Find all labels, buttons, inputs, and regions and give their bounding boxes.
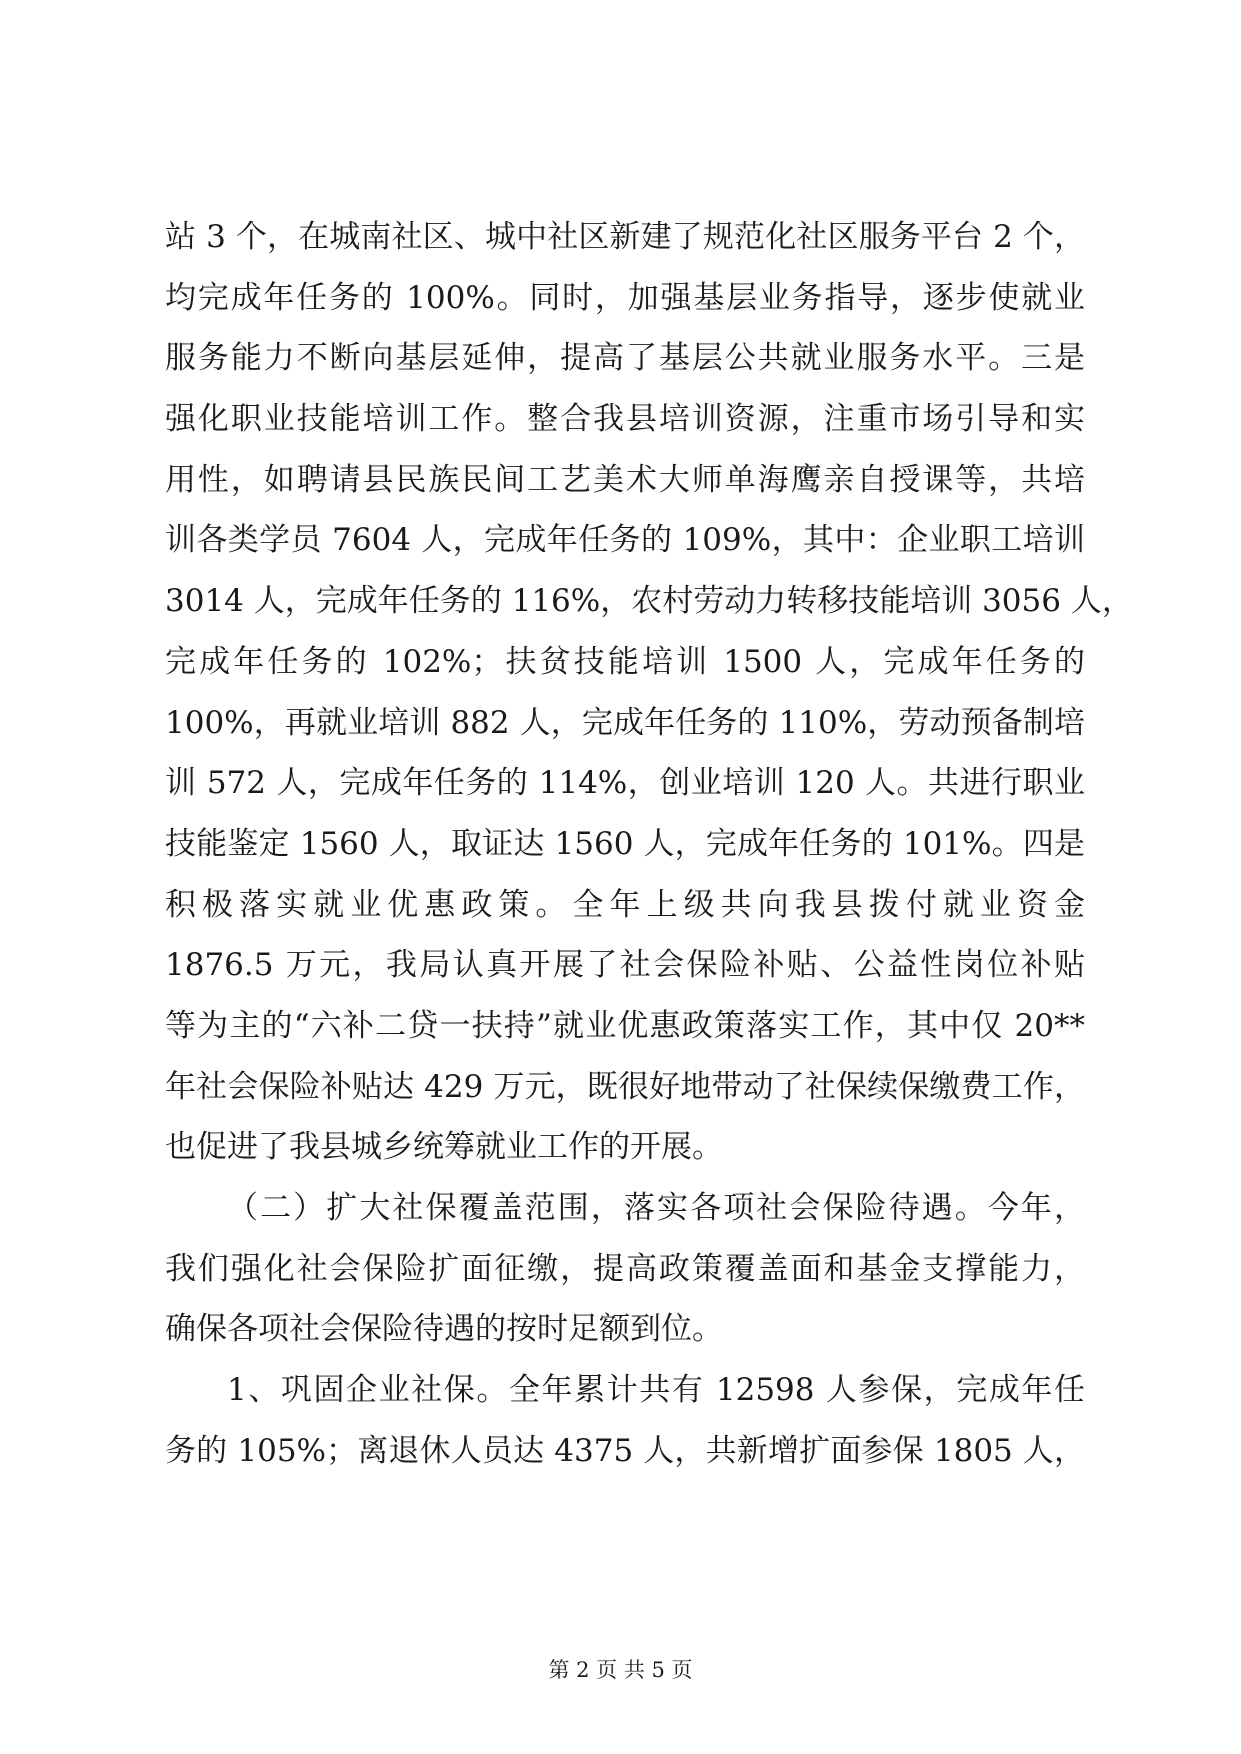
text-line: 也促进了我县城乡统筹就业工作的开展。 xyxy=(165,1129,723,1166)
text-line: 用性，如聘请县民族民间工艺美术大师单海鹰亲自授课等，共培 xyxy=(165,461,1085,498)
text-line: 积极落实就业优惠政策。全年上级共向我县拨付就业资金 xyxy=(165,886,1085,923)
text-line: 我们强化社会保险扩面征缴，提高政策覆盖面和基金支撑能力， xyxy=(165,1250,1085,1287)
page-footer xyxy=(0,1655,1241,1685)
text-line: 服务能力不断向基层延伸，提高了基层公共就业服务水平。三是 xyxy=(165,340,1085,377)
text-line: 强化职业技能培训工作。整合我县培训资源，注重市场引导和实 xyxy=(165,401,1085,438)
text-line: 完成年任务的 102%；扶贫技能培训 1500 人，完成年任务的 xyxy=(165,643,1085,680)
text-line: 1876.5 万元，我局认真开展了社会保险补贴、公益性岗位补贴 xyxy=(165,947,1085,984)
text-line: 务的 105%；离退休人员达 4375 人，共新增扩面参保 1805 人， xyxy=(165,1432,1085,1469)
text-line: 训 572 人，完成年任务的 114%，创业培训 120 人。共进行职业 xyxy=(165,765,1085,802)
text-line: 训各类学员 7604 人，完成年任务的 109%，其中：企业职工培训 xyxy=(165,522,1085,559)
page-number-label: 第 2 页 共 5 页 xyxy=(548,1658,693,1682)
text-line: 确保各项社会保险待遇的按时足额到位。 xyxy=(165,1311,723,1348)
text-line: 均完成年任务的 100%。同时，加强基层业务指导，逐步使就业 xyxy=(165,279,1085,316)
text-line: 100%，再就业培训 882 人，完成年任务的 110%，劳动预备制培 xyxy=(165,704,1085,741)
text-line: 年社会保险补贴达 429 万元，既很好地带动了社保续保缴费工作， xyxy=(165,1068,1085,1105)
text-line: （二）扩大社保覆盖范围，落实各项社会保险待遇。今年， xyxy=(227,1190,1085,1226)
text-line: 技能鉴定 1560 人，取证达 1560 人，完成年任务的 101%。四是 xyxy=(165,825,1085,862)
text-line: 3014 人，完成年任务的 116%，农村劳动力转移技能培训 3056 人， xyxy=(165,583,1133,620)
body-text xyxy=(165,207,1133,1481)
text-line: 等为主的“六补二贷一扶持”就业优惠政策落实工作，其中仅 20** xyxy=(165,1007,1085,1044)
text-line: 站 3 个，在城南社区、城中社区新建了规范化社区服务平台 2 个， xyxy=(165,219,1085,255)
text-line: 1、巩固企业社保。全年累计共有 12598 人参保，完成年任 xyxy=(227,1372,1085,1409)
